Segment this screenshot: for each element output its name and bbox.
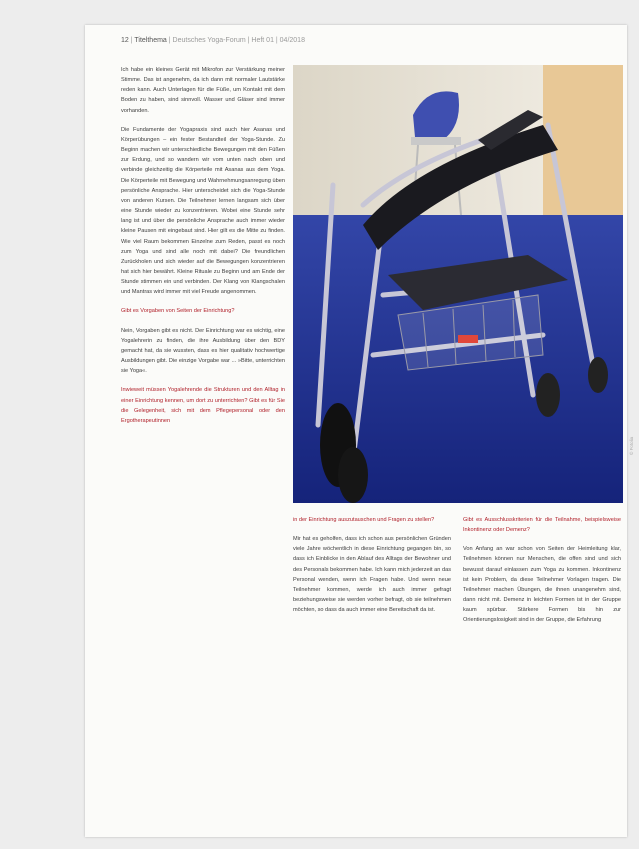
rollator-walker-icon xyxy=(293,65,623,503)
rollator-photo xyxy=(293,65,623,503)
interview-question: Inwieweit müssen Yogalehrende die Strukturen und den Alltag in einer Einrichtung kennen, um dort zu unterrichten? Gibt es für Sie die Gelegenheit, sich mit dem Pflegepersonal oder den Ergotherapeutinnen xyxy=(121,387,285,424)
column-2 xyxy=(293,515,451,624)
section-name: Titelthema xyxy=(134,37,167,44)
interview-question: Gibt es Ausschlusskriterien für die Teilnahme, beispielsweise Inkontinenz oder Demenz? xyxy=(463,517,621,534)
paragraph: Nein, Vorgaben gibt es nicht. Der Einrichtung war es wichtig, eine Yogalehrerin zu finden, die ihre Ausbildung über den BDY gemacht hat, da sie wussten, dass es hier qualitativ hochwertige Ausbildungen gibt. Die einzige Vorgabe war ... »Bitte, unterrichten sie Yoga«. xyxy=(121,327,285,375)
paragraph: Mir hat es geholfen, dass ich schon aus persönlichen Gründen viele Jahre wöchentlich in diese Einrichtung gegangen bin, so dass ich Einblicke in den Ablauf des Alltags der Bewohner und des Personals bekommen habe. Ich kann mich jederzeit an das Personal wenden, wenn ich Fragen habe. Und wenn neue Teilnehmer kommen, werde ich auch immer gefragt beziehungsweise sie werden vorher befragt, ob sie teilnehmen möchten, so dass da auch immer eine Bereitschaft da ist. xyxy=(293,536,451,614)
column-3 xyxy=(463,515,621,635)
page-number: 12 xyxy=(121,37,129,44)
column-1 xyxy=(121,65,285,435)
paragraph: Die Fundamente der Yogapraxis sind auch hier Asanas und Körperübungen – ein fester Bestandteil der Yoga-Stunde. Zu Beginn machen wir unterschiedliche Bewegungen mit den Füßen zur Erdung, und so wandern wir vom unten nach oben und verbinde gleichzeitig die Körperteile mit Asanas aus dem Yoga. Die Körperteile mit Bewegung und Wahrnehmungsanregung üben persönliche Ansprache. Hier unterscheidet sich die Yoga-Stunde von anderen Kursen. Die Teilnehmer lernen langsam sich über eine Stunde wieder zu konzentrieren. Wobei eine Stunde sehr lang ist und über die persönliche Ansprache auch immer wieder kleine Pausen mit eingebaut sind. Hier gilt es die Mitte zu finden. Wie viel Raum bekommen Einzelne zum Reden, passt es noch zum Yoga und sind alle noch mit dabei? Die freundlichen Zurückholen und sich wieder auf die Bewegungen konzentrieren hat sich hier bewährt. Kleine Rituale zu Beginn und am Ende der Stunde stimmen ein und verbinden. Der Klang von Klangschalen und Mantras wird immer mit viel Freude angenommen. xyxy=(121,126,285,296)
interview-question: Gibt es Vorgaben von Seiten der Einrichtung? xyxy=(121,308,235,315)
paragraph: Ich habe ein kleines Gerät mit Mikrofon zur Verstärkung meiner Stimme. Das ist angenehm, da ich dann mit normaler Lautstärke reden kann. Auch Unterlagen für die Füße, um Kontakt mit dem Boden zu haben, sind sinnvoll. Wasser und Gläser sind immer vorhanden. xyxy=(121,67,285,114)
magazine-page xyxy=(85,25,634,837)
page-header: 12 | Titelthema | Deutsches Yoga-Forum | Heft 01 | 04/2018 xyxy=(121,37,305,44)
paragraph: Von Anfang an war schon von Seiten der Heimleitung klar, Teilnehmen können nur Menschen, die offen sind und sich bewusst darauf einlassen zum Yoga zu kommen. Inkontinenz ist kein Problem, da diese Teilnehmer Vorlagen tragen. Die Teilnehmer machen Übungen, die ihnen unangenehm sind, dann nicht mit. Demenz in leichten Formen ist in der Gruppe kaum spürbar. Stärkere Formen bis hin zur Orientierungslosigkeit sind in der Gruppe, die Erfahrung xyxy=(463,546,621,624)
publication-info: Deutsches Yoga-Forum | Heft 01 | 04/2018 xyxy=(172,37,305,44)
photo-credit: © Fotolia xyxy=(629,436,634,455)
interview-question: in der Einrichtung auszutauschen und Fragen zu stellen? xyxy=(293,517,435,523)
